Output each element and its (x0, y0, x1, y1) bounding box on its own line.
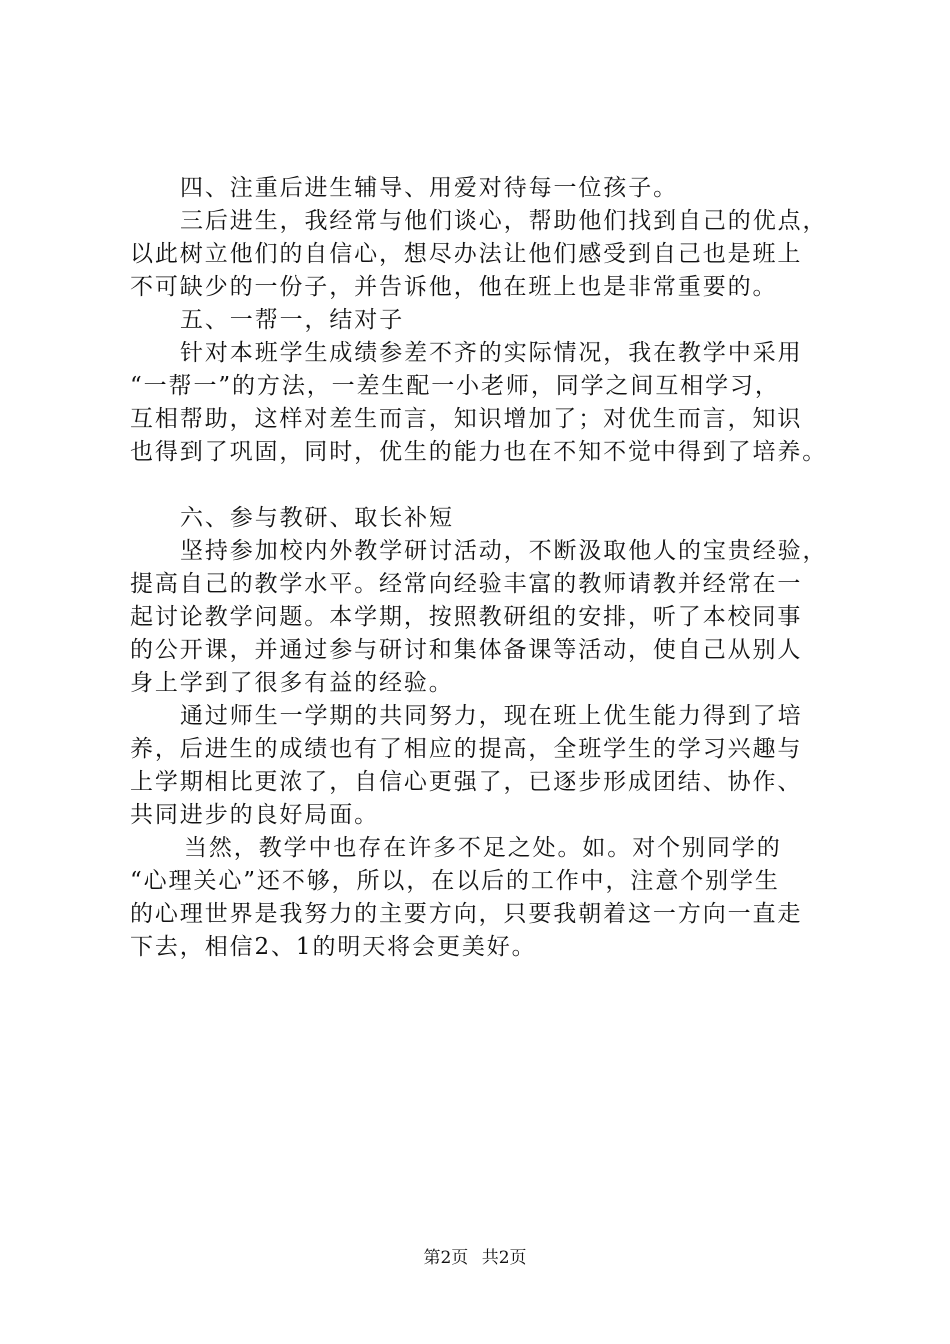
paragraph-line: 三后进生，我经常与他们谈心，帮助他们找到自己的优点， (180, 208, 828, 234)
paragraph-line: “心理关心”还不够，所以，在以后的工作中，注意个别学生 (130, 868, 780, 894)
paragraph-line: 通过师生一学期的共同努力，现在班上优生能力得到了培 (180, 703, 803, 729)
paragraph-line: 不可缺少的一份子，并告诉他，他在班上也是非常重要的。 (130, 274, 778, 300)
section-heading: 五、一帮一，结对子 (180, 307, 405, 333)
paragraph-line: 当然，教学中也存在许多不足之处。如。对个别同学的 (184, 835, 782, 861)
paragraph-line: 养，后进生的成绩也有了相应的提高，全班学生的学习兴趣与 (130, 736, 803, 762)
paragraph-line: 共同进步的良好局面。 (130, 802, 379, 828)
paragraph-line: 下去，相信2、1的明天将会更美好。 (130, 934, 537, 960)
paragraph-line: 针对本班学生成绩参差不齐的实际情况，我在教学中采用 (180, 340, 803, 366)
paragraph-line: 的心理世界是我努力的主要方向，只要我朝着这一方向一直走 (130, 901, 803, 927)
paragraph-line: 的公开课，并通过参与研讨和集体备课等活动，使自己从别人 (130, 637, 803, 663)
paragraph-line: 也得到了巩固，同时，优生的能力也在不知不觉中得到了培养。 (130, 439, 828, 465)
section-heading: 六、参与教研、取长补短 (180, 505, 454, 531)
paragraph-line: “一帮一”的方法，一差生配一小老师，同学之间互相学习， (130, 373, 780, 399)
paragraph-line: 起讨论教学问题。本学期，按照教研组的安排，听了本校同事 (130, 604, 803, 630)
paragraph-line: 坚持参加校内外教学研讨活动，不断汲取他人的宝贵经验， (180, 538, 828, 564)
paragraph-line: 上学期相比更浓了，自信心更强了，已逐步形成团结、协作、 (130, 769, 803, 795)
section-heading: 四、注重后进生辅导、用爱对待每一位孩子。 (180, 175, 678, 201)
page-total: 共2页 (481, 1248, 527, 1268)
paragraph-spacer (130, 469, 835, 502)
paragraph-line: 以此树立他们的自信心，想尽办法让他们感受到自己也是班上 (130, 241, 803, 267)
paragraph-line: 提高自己的教学水平。经常向经验丰富的教师请教并经常在一 (130, 571, 803, 597)
paragraph-line: 身上学到了很多有益的经验。 (130, 670, 454, 696)
document-body (130, 172, 835, 964)
page-number: 第2页 (423, 1248, 469, 1268)
paragraph-line: 互相帮助，这样对差生而言，知识增加了；对优生而言，知识 (130, 406, 803, 432)
page-footer (0, 1243, 950, 1268)
